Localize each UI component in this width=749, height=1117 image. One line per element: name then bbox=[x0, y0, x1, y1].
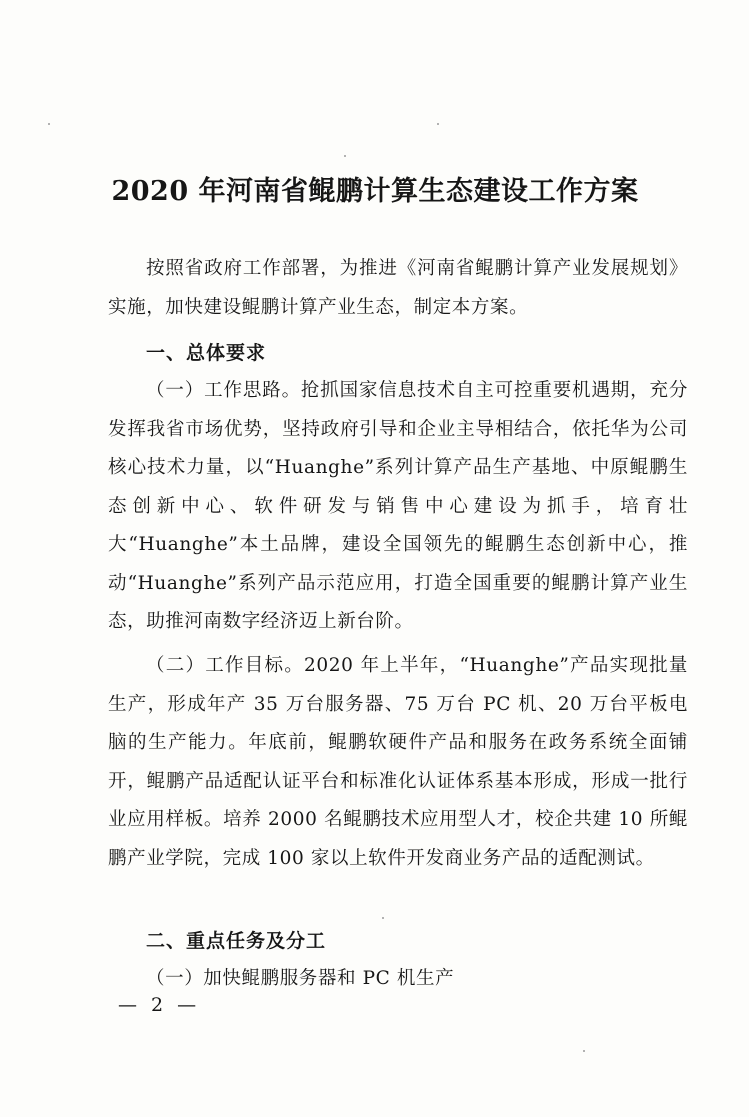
work-approach-paragraph: （一）工作思路。抢抓国家信息技术自主可控重要机遇期，充分发挥我省市场优势，坚持政府引导和企业主导相结合，依托华为公司核心技术力量，以“Huanghe”系列计算产品生产基地、中原鲲鹏生态创新中心、软件研发与销售中心建设为抓手，培育壮大“Huanghe”本土品牌，建设全国领先的鲲鹏生态创新中心，推动“Huanghe”系列产品示范应用，打造全国重要的鲲鹏计算产业生态，助推河南数字经济迈上新台阶。 bbox=[108, 380, 688, 632]
scan-speck bbox=[382, 917, 384, 919]
document-title: 2020 年河南省鲲鹏计算生态建设工作方案 bbox=[111, 176, 639, 207]
scan-speck bbox=[48, 123, 50, 125]
subsection-1-heading: （一）加快鲲鹏服务器和 PC 机生产 bbox=[146, 968, 455, 989]
scan-speck bbox=[437, 123, 439, 125]
scan-speck bbox=[344, 155, 346, 157]
scan-speck bbox=[583, 1050, 585, 1052]
page-number: — 2 — bbox=[118, 994, 201, 1016]
section-2-heading: 二、重点任务及分工 bbox=[146, 930, 327, 952]
section-1-heading: 一、总体要求 bbox=[146, 342, 267, 364]
work-goals-paragraph: （二）工作目标。2020 年上半年，“Huanghe”产品实现批量生产，形成年产 35 万台服务器、75 万台 PC 机、20 万台平板电脑的生产能力。年底前，鲲鹏软硬件产品和服务在政务系统全面铺开，鲲鹏产品适配认证平台和标准化认证体系基本形成，形成一批行业应用样板。培养 2000 名鲲鹏技术应用型人才，校企共建 10 所鲲鹏产业学院，完成 100 家以上软件开发商业务产品的适配测试。 bbox=[108, 655, 688, 869]
intro-paragraph: 按照省政府工作部署，为推进《河南省鲲鹏计算产业发展规划》实施，加快建设鲲鹏计算产业生态，制定本方案。 bbox=[108, 258, 688, 318]
